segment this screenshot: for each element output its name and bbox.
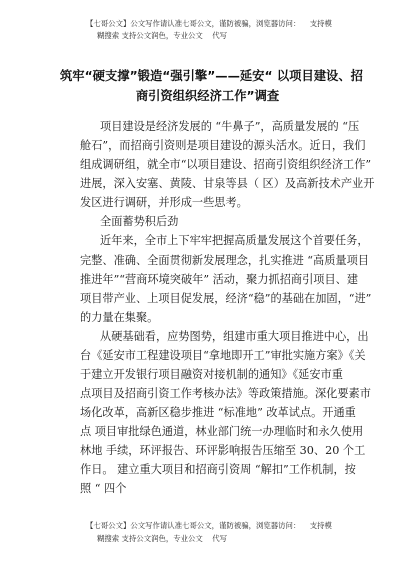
- body-line: 台《延安市工程建设项目“拿地即开工”审批实施方案》《关: [80, 349, 366, 362]
- body-line: 项目带产业、上项目促发展，经济“稳”的基础在加固，“进”: [80, 292, 372, 305]
- body-line: 进展，深入安塞、黄陵、甘泉等县（ 区）及高新技术产业开: [80, 177, 375, 190]
- document-title-line-1: 筑牢“硬支撑”锻造“强引擎”——延安“ 以项目建设、招: [60, 69, 363, 83]
- body-line: 从硬基础看，应势图势，组建市重大项目推进中心，出: [100, 330, 369, 343]
- body-line: 场化改革，高新区稳步推进 “标准地” 改革试点。开通重: [80, 406, 356, 419]
- section-heading: 全面蓄势积后劲: [100, 215, 179, 228]
- body-line: 发区进行调研，并形成一些思考。: [80, 196, 248, 209]
- body-line: 林地 手续，环评报告、环评影响报告压缩至 30、20 个工: [80, 444, 366, 457]
- body-line: 项目建设是经济发展的 “牛鼻子”，高质量发展的 “压: [100, 120, 360, 133]
- body-line: 完整、准确、全面贯彻新发展理念，扎实推进 “高质量项目: [80, 254, 369, 267]
- body-line: 点项目及招商引资工作考核办法》等政策措施。深化要素市: [80, 387, 371, 400]
- body-line: 作日。 建立重大项目和招商引资周 “解扣”工作机制，按: [80, 463, 356, 476]
- body-line: 点 项目审批绿色通道，林业部门统一办理临时和永久使用: [80, 425, 364, 438]
- body-line: 舱石”，而招商引资则是项目建设的源头活水。近日，我们: [80, 139, 366, 152]
- header-notice-line-1: 【七哥公文】公文写作请认准七哥公文，谨防被骗，浏览器访问： 支持模: [86, 19, 332, 28]
- body-line: 于建立开发银行项目融资对接机制的通知》《延安市重: [80, 368, 343, 381]
- body-line: 推进年”“营商环境突破年” 活动，聚力抓招商引项目、建: [80, 273, 359, 286]
- footer-notice-line-2: 糊搜索 支持公文润色，专业公文 代写: [97, 534, 227, 543]
- footer-notice-line-1: 【七哥公文】公文写作请认准七哥公文，谨防被骗，浏览器访问： 支持模: [86, 521, 332, 530]
- header-notice-line-2: 糊搜索 支持公文润色，专业公文 代写: [97, 31, 227, 40]
- document-title-line-2: 商引资组织经济工作”调查: [135, 89, 280, 103]
- body-line: 照 “ 四个: [80, 482, 127, 495]
- body-line: 近年来，全市上下牢牢把握高质量发展这个首要任务，: [100, 234, 369, 247]
- body-line: 组成调研组，就全市“以项目建设、招商引资组织经济工作”: [80, 158, 372, 171]
- body-line: 的力量在集聚。: [80, 311, 159, 324]
